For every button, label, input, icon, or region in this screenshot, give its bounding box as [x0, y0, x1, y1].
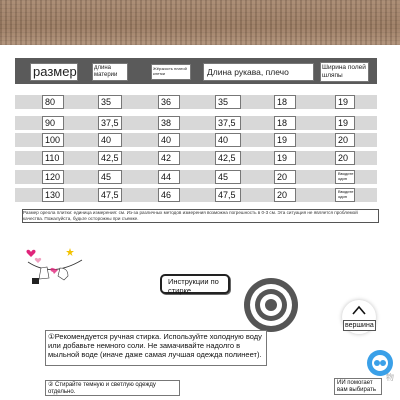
size-row — [15, 188, 377, 202]
chevron-up-icon — [351, 305, 367, 315]
size-cell: 37,5 — [98, 116, 122, 130]
size-cell: 20 — [335, 151, 355, 165]
size-cell: 20 — [274, 170, 296, 184]
size-cell: 40 — [215, 133, 241, 147]
size-cell: 130 — [42, 188, 64, 202]
header-sleeve: Длина рукава, плечо — [203, 63, 314, 81]
size-cell: 45 — [215, 170, 241, 184]
size-cell: 46 — [158, 188, 180, 202]
size-cell: 20 — [335, 133, 355, 147]
size-cell: 37,5 — [215, 116, 241, 130]
size-cell: 38 — [158, 116, 180, 130]
size-cell: 42 — [158, 151, 180, 165]
knit-fabric-photo — [0, 0, 400, 45]
size-cell: 100 — [42, 133, 64, 147]
ai-assistant-icon[interactable] — [362, 348, 400, 378]
washing-advice-text-2: ② Стирайте темную и светлую одежду отдельно. — [45, 380, 180, 396]
size-cell: 40 — [158, 133, 180, 147]
size-cell: 44 — [158, 170, 180, 184]
size-cell: 36 — [158, 95, 180, 109]
wash-instructions-button[interactable]: Инструкции по стирке — [160, 274, 230, 294]
size-cell: 42,5 — [98, 151, 122, 165]
size-cell: 19 — [335, 116, 355, 130]
size-cell: 18 — [274, 116, 296, 130]
size-row — [15, 151, 377, 165]
size-cell: 40 — [98, 133, 122, 147]
laundry-line-illustration — [24, 238, 86, 298]
size-cell: 110 — [42, 151, 64, 165]
header-density: Жёрзкость платой клетки — [151, 64, 191, 80]
size-cell: 80 — [42, 95, 64, 109]
size-cell: Вводите один — [335, 188, 355, 202]
size-cell: 90 — [42, 116, 64, 130]
measurement-note: Размер ореола плитки: единица измерения: см. Из-за различных методов измерения возможна погрешность в 0-3 см. Эта ситуация не является проблемой качества. Пожалуйста, будьте осторожны при съемке. — [22, 209, 379, 223]
back-to-top-label: вершина — [345, 322, 374, 329]
size-cell: 47,5 — [98, 188, 122, 202]
header-size: размер — [30, 63, 78, 81]
size-cell: 47,5 — [215, 188, 241, 202]
size-cell: 18 — [274, 95, 296, 109]
concentric-circles-icon — [243, 277, 299, 333]
size-cell: 35 — [98, 95, 122, 109]
size-row — [15, 133, 377, 147]
size-row — [15, 170, 377, 184]
header-length: длина материи — [92, 63, 128, 81]
size-table-header — [15, 58, 377, 84]
ai-extra-glyph: 物 — [386, 373, 394, 382]
size-cell: 42,5 — [215, 151, 241, 165]
size-row — [15, 95, 377, 109]
size-cell: 19 — [335, 95, 355, 109]
header-brim: Ширина полей шляпы — [320, 62, 369, 82]
size-cell: 19 — [274, 133, 296, 147]
size-cell: 20 — [274, 188, 296, 202]
size-row — [15, 116, 377, 130]
size-cell: 35 — [215, 95, 241, 109]
washing-advice-text: ①Рекомендуется ручная стирка. Используйте холодную воду или добавьте немного соли. Не замачивайте надолго в мыльной воде (иначе даже самая лучшая одежда полинеет). — [45, 330, 267, 366]
size-cell: 120 — [42, 170, 64, 184]
back-to-top-button[interactable] — [342, 300, 376, 334]
ai-help-button[interactable]: ИИ помогает вам выбирать — [334, 378, 382, 395]
size-cell: 19 — [274, 151, 296, 165]
size-cell: Вводите один — [335, 170, 355, 184]
size-cell: 45 — [98, 170, 122, 184]
